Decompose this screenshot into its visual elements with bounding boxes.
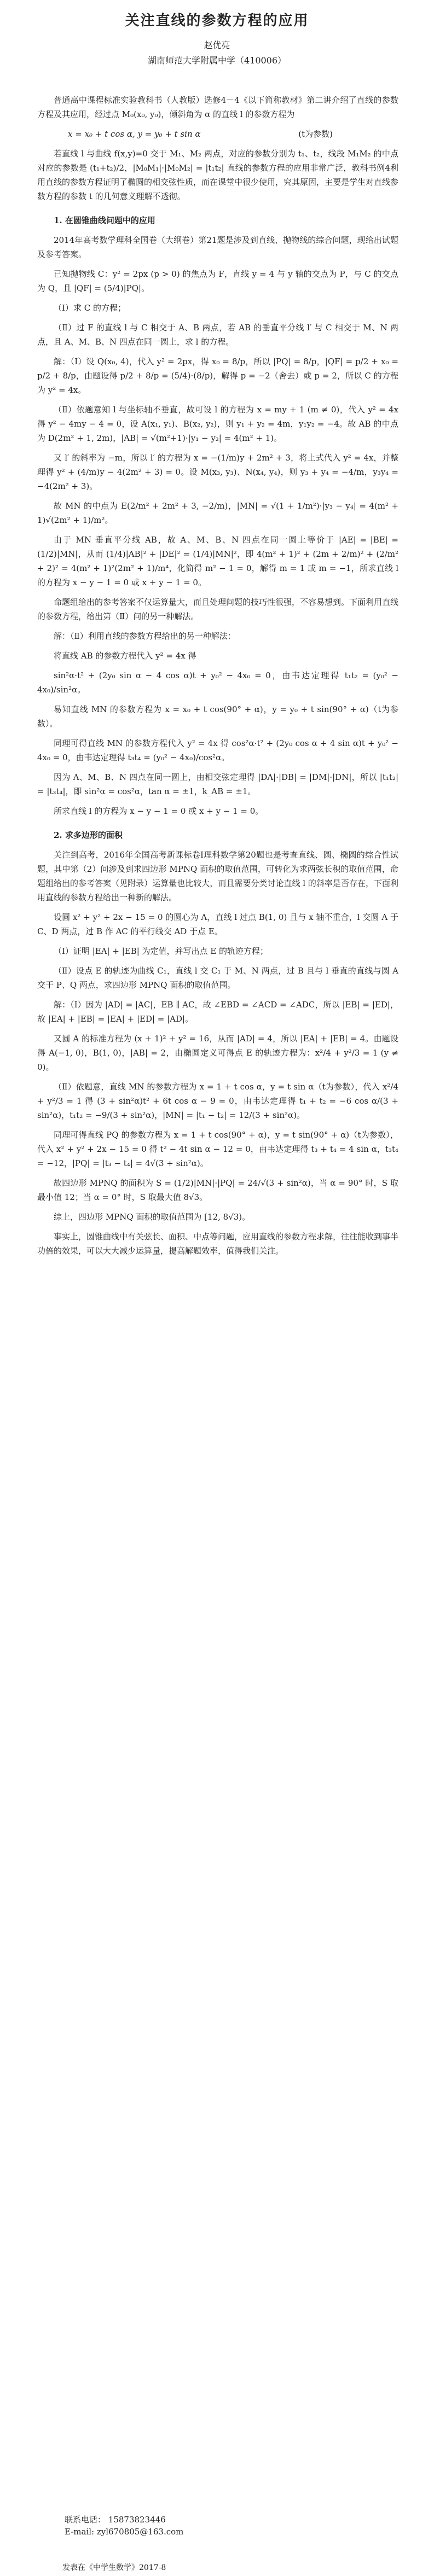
solution-paragraph: 故 MN 的中点为 E(2/m² + 2m² + 3, −2/m)，|MN| = √(1 + 1/m²)·|y₃ − y₄| = 4(m² + 1)√(2m² + 1)/m²。 bbox=[37, 501, 398, 525]
email-label: E-mail: bbox=[65, 2527, 95, 2537]
solution-paragraph: 由于 MN 垂直平分线 AB，故 A、M、B、N 四点在同一圆上等价于 |AE| = |BE| = (1/2)|MN|，从而 (1/4)|AB|² + |DE|² = (1/4)|MN|²，即 4(m² + 1)² + (2m + 2/m)² + (2/m² + 2)² = 4(m² + 1)²(2m² + 1)/m⁴，化简得 m² − 1 = 0，解得 m = 1 或 m = −1，所求直线 l 的方程为 x − y − 1 = 0 或 x + y − 1 = 0。 bbox=[37, 535, 398, 587]
problem-statement: 已知抛物线 C：y² = 2px (p > 0) 的焦点为 F，直线 y = 4 与 y 轴的交点为 P，与 C 的交点为 Q，且 |QF| = (5/4)|PQ|。 bbox=[37, 269, 398, 293]
phone-label: 联系电话： bbox=[65, 2515, 106, 2525]
author-name: 赵优亮 bbox=[204, 40, 230, 50]
solution-paragraph: 又 l′ 的斜率为 −m，所以 l′ 的方程为 x = −(1/m)y + 2m² + 3，将上式代入 y² = 4x，并整理得 y² + (4/m)y − 4(2m² + 3) = 0。设 M(x₃, y₃)、N(x₄, y₄)，则 y₃ + y₄ = −4/m，y₃y₄ = −4(2m² + 3)。 bbox=[37, 453, 398, 491]
intro-paragraph: 若直线 l 与曲线 f(x,y)=0 交于 M₁、M₂ 两点，对应的参数分别为 t₁、t₂，线段 M₁M₂ 的中点对应的参数是 (t₁+t₂)/2，|M₀M₁|·|M₀M₂| = |t₁t₂| 直线的参数方程的应用非常广泛，教科书例4利用直线的参数方程证明了椭圆的相交弦性质，而在课堂中很少使用，究其原因，主要是学生对直线参数方程的参数 t 的几何意义理解不透彻。 bbox=[37, 149, 399, 201]
problem-statement: 设圆 x² + y² + 2x − 15 = 0 的圆心为 A，直线 l 过点 B(1, 0) 且与 x 轴不重合，l 交圆 A 于 C、D 两点，过 B 作 AC 的平行线交 AD 于点 E。 bbox=[37, 912, 398, 936]
formula-tag: (t为参数) bbox=[298, 129, 333, 139]
problem-question: （Ⅰ）求 C 的方程； bbox=[54, 303, 126, 313]
solution-paragraph: 所求直线 l 的方程为 x − y − 1 = 0 或 x + y − 1 = 0。 bbox=[54, 806, 264, 816]
intro-paragraph: 普通高中课程标准实验教科书（人教版）选修4－4《以下简称教材》第二讲介绍了直线的参数方程及其应用，经过点 M₀(x₀, y₀)，倾斜角为 α 的直线 l 的参数方程为 bbox=[37, 95, 398, 119]
email-line bbox=[65, 2526, 393, 2538]
email-address: zyl670805@163.com bbox=[96, 2527, 184, 2537]
problem-question: （Ⅱ）过 F 的直线 l 与 C 相交于 A、B 两点，若 AB 的垂直平分线 l′ 与 C 相交于 M、N 两点，且 A、M、B、N 四点在同一圆上，求 l 的方程。 bbox=[37, 323, 398, 347]
publication-source: 发表在《中学生数学》2017-8 bbox=[62, 2563, 166, 2572]
solution-paragraph: sin²α·t² + (2y₀ sin α − 4 cos α)t + y₀² − 4x₀ = 0，由韦达定理得 t₁t₂ = (y₀² − 4x₀)/sin²α。 bbox=[37, 671, 398, 695]
formula-text: x = x₀ + t cos α, y = y₀ + t sin α bbox=[68, 129, 201, 139]
problem-question: （Ⅰ）证明 |EA| + |EB| 为定值，并写出点 E 的轨迹方程； bbox=[54, 946, 269, 956]
section-heading: 1. 在圆锥曲线问题中的应用 bbox=[54, 215, 155, 225]
solution-paragraph: 将直线 AB 的参数方程代入 y² = 4x 得 bbox=[54, 651, 196, 661]
document-title: 关注直线的参数方程的应用 bbox=[125, 13, 309, 29]
solution-paragraph: 因为 A、M、B、N 四点在同一圆上，由相交弦定理得 |DA|·|DB| = |DM|·|DN|，所以 |t₁t₂| = |t₃t₄|，即 sin²α = cos²α，tan α = ±1，k_AB = ±1。 bbox=[37, 772, 398, 796]
solution-paragraph: （Ⅱ）依题意，直线 MN 的参数方程为 x = 1 + t cos α，y = t sin α（t为参数），代入 x²/4 + y²/3 = 1 得 (3 + sin²α)t² + 6t cos α − 9 = 0，由韦达定理得 t₁ + t₂ = −6 cos α/(3 + sin²α)，t₁t₂ = −9/(3 + sin²α)，|MN| = |t₁ − t₂| = 12/(3 + sin²α)。 bbox=[37, 1082, 398, 1120]
solution-paragraph: 同理可得直线 MN 的参数方程代入 y² = 4x 得 cos²α·t² + (2y₀ cos α + 4 sin α)t + y₀² − 4x₀ = 0，由韦达定理得 t₃t₄ = (y₀² − 4x₀)/cos²α。 bbox=[37, 738, 398, 762]
solution-paragraph: 故四边形 MPNQ 的面积为 S = (1/2)|MN|·|PQ| = 24/√(3 + sin²α)，当 α = 90° 时，S 取最小值 12；当 α = 0° 时，S 取最大值 8√3。 bbox=[37, 1178, 398, 1202]
commentary-paragraph: 命题组给出的参考答案不仅运算量大，而且处理问题的技巧性很强，不容易想到。下面利用直线的参数方程，给出第（Ⅱ）问的另一种解法。 bbox=[37, 597, 399, 621]
phone-number: 15873823446 bbox=[108, 2515, 166, 2525]
phone-line bbox=[65, 2514, 393, 2526]
solution-paragraph: （Ⅱ）依题意知 l 与坐标轴不垂直，故可设 l 的方程为 x = my + 1 (m ≠ 0)，代入 y² = 4x 得 y² − 4my − 4 = 0，设 A(x₁, y₁)、B(x₂, y₂)，则 y₁ + y₂ = 4m，y₁y₂ = −4。故 AB 的中点为 D(2m² + 1, 2m)，|AB| = √(m²+1)·|y₁ − y₂| = 4(m² + 1)。 bbox=[37, 405, 398, 443]
contact-block bbox=[65, 2514, 393, 2538]
section-heading: 2. 求多边形的面积 bbox=[54, 830, 123, 840]
solution-paragraph: 解：（Ⅰ）因为 |AD| = |AC|，EB ∥ AC，故 ∠EBD = ∠ACD = ∠ADC，所以 |EB| = |ED|，故 |EA| + |EB| = |EA| + |ED| = |AD|。 bbox=[37, 1000, 398, 1024]
solution-paragraph: 同理可得直线 PQ 的参数方程为 x = 1 + t cos(90° + α)，y = t sin(90° + α)（t为参数），代入 x² + y² + 2x − 15 = 0 得 t² − 4t sin α − 12 = 0，由韦达定理得 t₃ + t₄ = 4 sin α，t₃t₄ = −12，|PQ| = |t₃ − t₄| = 4√(3 + sin²α)。 bbox=[37, 1130, 398, 1168]
author-affiliation: 湖南师范大学附属中学（410006） bbox=[147, 55, 287, 66]
solution-paragraph: 解：（Ⅰ）设 Q(x₀, 4)，代入 y² = 2px，得 x₀ = 8/p，所以 |PQ| = 8/p，|QF| = p/2 + x₀ = p/2 + 8/p，由题设得 p/2 + 8/p = (5/4)·(8/p)，解得 p = −2（舍去）或 p = 2，所以 C 的方程为 y² = 4x。 bbox=[37, 357, 398, 395]
document-body bbox=[37, 93, 398, 1263]
section-paragraph: 2014年高考数学理科全国卷（大纲卷）第21题是涉及到直线、抛物线的综合问题，现给出试题及参考答案。 bbox=[37, 235, 398, 259]
line-parametric-formula bbox=[37, 127, 398, 141]
solution-paragraph: 解：（Ⅱ）利用直线的参数方程给出的另一种解法： bbox=[54, 631, 236, 641]
document-header bbox=[0, 10, 434, 68]
summary-paragraph: 事实上，圆锥曲线中有关弦长、面积、中点等问题，应用直线的参数方程求解，往往能收到事半功倍的效果，可以大大减少运算量，提高解题效率，值得我们关注。 bbox=[37, 1232, 399, 1256]
section-paragraph: 关注到高考，2016年全国高考新课标卷Ⅰ理科数学第20题也是考查直线、圆、椭圆的综合性试题，其中第（2）问涉及到求四边形 MPNQ 面积的取值范围，可转化为求两弦长积的取值范围，命题组给出的参考答案（见附录）运算量也比较大，而且需要分类讨论直线 l 的斜率是否存在，下面利用直线的参数方程给出一种新的解法。 bbox=[37, 850, 398, 902]
problem-question: （Ⅱ）设点 E 的轨迹为曲线 C₁，直线 l 交 C₁ 于 M、N 两点，过 B 且与 l 垂直的直线与圆 A 交于 P、Q 两点，求四边形 MPNQ 面积的取值范围。 bbox=[37, 966, 398, 990]
solution-paragraph: 又圆 A 的标准方程为 (x + 1)² + y² = 16，从而 |AD| = 4，所以 |EA| + |EB| = 4。由题设得 A(−1, 0)，B(1, 0)，|AB| = 2，由椭圆定义可得点 E 的轨迹方程为：x²/4 + y²/3 = 1 (y ≠ 0)。 bbox=[37, 1034, 398, 1072]
solution-paragraph: 易知直线 MN 的参数方程为 x = x₀ + t cos(90° + α)，y = y₀ + t sin(90° + α)（t为参数）。 bbox=[37, 704, 398, 728]
conclusion-paragraph: 综上，四边形 MPNQ 面积的取值范围为 [12, 8√3)。 bbox=[54, 1212, 251, 1222]
document-footer bbox=[62, 2514, 393, 2572]
